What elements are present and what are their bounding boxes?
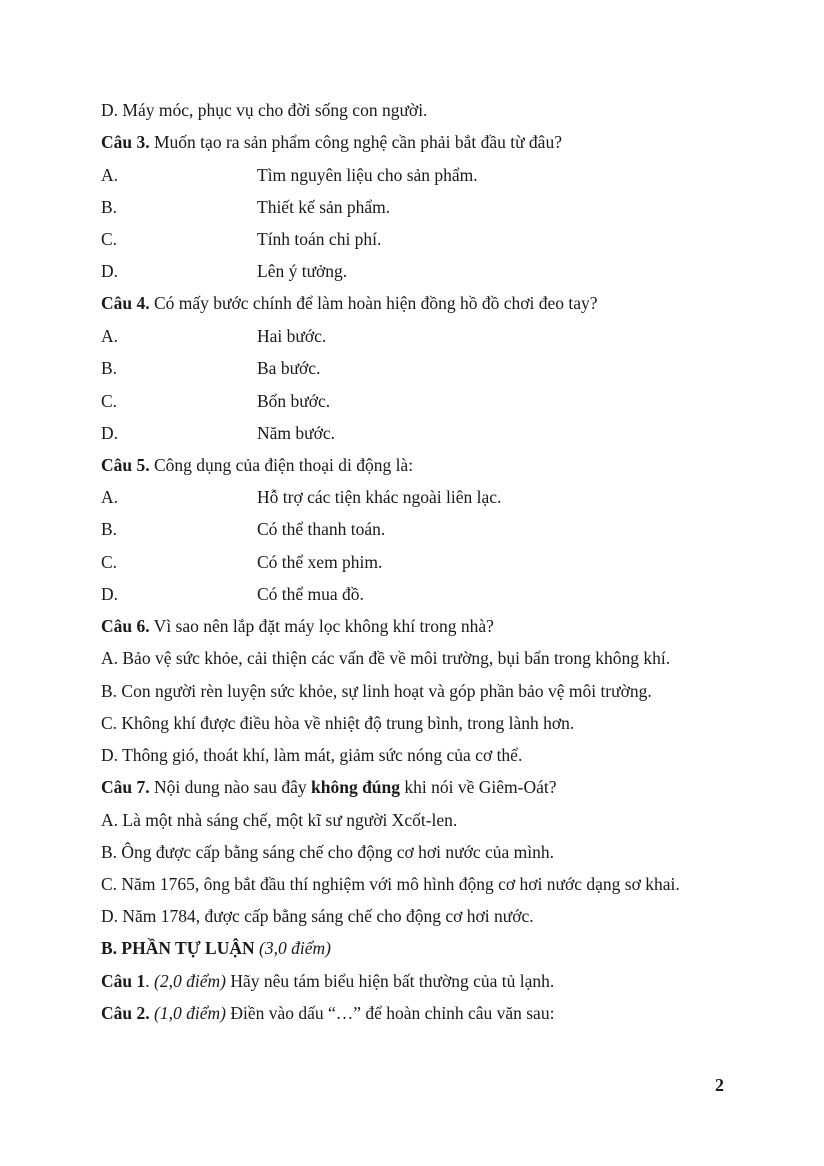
essay-question-2-points: (1,0 điểm) [154, 1003, 226, 1023]
q6-option-a: A. Bảo vệ sức khỏe, cải thiện các vấn đề về môi trường, bụi bẩn trong không khí. [101, 648, 671, 668]
q6-option-d: D. Thông gió, thoát khí, làm mát, giảm sức nóng của cơ thể. [101, 745, 523, 765]
essay-question-1-label: Câu 1 [101, 971, 146, 991]
essay-question-1-text: Hãy nêu tám biểu hiện bất thường của tủ lạnh. [225, 971, 555, 991]
question-7-emphasis: không đúng [311, 777, 401, 797]
section-b-title: B. PHẦN TỰ LUẬN [101, 938, 255, 958]
question-7-text-after: khi nói về Giêm-Oát? [400, 777, 557, 797]
question-3-text: Muốn tạo ra sản phẩm công nghệ cần phải bắt đầu từ đâu? [149, 132, 562, 152]
question-6-label: Câu 6. [101, 616, 150, 636]
essay-question-1 [101, 970, 554, 992]
q5-option-a-letter: A. [101, 487, 119, 507]
q6-option-b: B. Con người rèn luyện sức khỏe, sự linh hoạt và góp phần bảo vệ môi trường. [101, 681, 652, 701]
essay-question-1-sep: . [145, 971, 154, 991]
question-7-label: Câu 7. [101, 777, 150, 797]
essay-question-2 [101, 1002, 554, 1024]
q5-option-d-letter: D. [101, 584, 119, 604]
section-b-heading [101, 937, 331, 959]
q3-option-b-text: Thiết kế sản phẩm. [257, 197, 391, 217]
q3-option-d-text: Lên ý tưởng. [257, 261, 348, 281]
question-4-text: Có mấy bước chính để làm hoàn hiện đồng hồ đồ chơi đeo tay? [149, 293, 598, 313]
q4-option-c-text: Bốn bước. [257, 391, 331, 411]
q3-option-a-letter: A. [101, 165, 119, 185]
q3-option-a-text: Tìm nguyên liệu cho sản phẩm. [257, 165, 478, 185]
question-7 [101, 776, 557, 798]
q7-option-b: B. Ông được cấp bằng sáng chế cho động cơ hơi nước của mình. [101, 842, 555, 862]
q4-option-b-letter: B. [101, 358, 118, 378]
prev-question-option-d: D. Máy móc, phục vụ cho đời sống con người. [101, 100, 428, 120]
q3-option-c-text: Tính toán chi phí. [257, 229, 382, 249]
q7-option-c: C. Năm 1765, ông bắt đầu thí nghiệm với mô hình động cơ hơi nước dạng sơ khai. [101, 874, 680, 894]
q5-option-c-text: Có thể xem phim. [257, 552, 383, 572]
q6-option-c: C. Không khí được điều hòa về nhiệt độ trung bình, trong lành hơn. [101, 713, 575, 733]
q4-option-c-letter: C. [101, 391, 118, 411]
q4-option-d-letter: D. [101, 423, 119, 443]
question-4-label: Câu 4. [101, 293, 150, 313]
essay-question-2-label: Câu 2. [101, 1003, 150, 1023]
q5-option-b-letter: B. [101, 519, 118, 539]
page-number: 2 [715, 1075, 724, 1095]
section-b-points: (3,0 điểm) [254, 938, 331, 958]
question-3-label: Câu 3. [101, 132, 150, 152]
q4-option-d-text: Năm bước. [257, 423, 336, 443]
essay-question-2-text: Điền vào dấu “…” để hoàn chỉnh câu văn sau: [225, 1003, 555, 1023]
question-5-text: Công dụng của điện thoại di động là: [149, 455, 414, 475]
question-6-text: Vì sao nên lắp đặt máy lọc không khí trong nhà? [149, 616, 494, 636]
q5-option-a-text: Hỗ trợ các tiện khác ngoài liên lạc. [257, 487, 502, 507]
question-6 [101, 615, 494, 637]
q7-option-a: A. Là một nhà sáng chế, một kĩ sư người Xcốt-len. [101, 810, 458, 830]
q5-option-d-text: Có thể mua đồ. [257, 584, 364, 604]
question-3 [101, 131, 562, 153]
q4-option-b-text: Ba bước. [257, 358, 321, 378]
q3-option-c-letter: C. [101, 229, 118, 249]
question-5 [101, 454, 413, 476]
q5-option-c-letter: C. [101, 552, 118, 572]
q3-option-b-letter: B. [101, 197, 118, 217]
q4-option-a-text: Hai bước. [257, 326, 327, 346]
q7-option-d: D. Năm 1784, được cấp bằng sáng chế cho động cơ hơi nước. [101, 906, 534, 926]
question-4 [101, 292, 598, 314]
q4-option-a-letter: A. [101, 326, 119, 346]
q3-option-d-letter: D. [101, 261, 119, 281]
essay-question-1-points: (2,0 điểm) [154, 971, 226, 991]
question-7-text-before: Nội dung nào sau đây [149, 777, 311, 797]
q5-option-b-text: Có thể thanh toán. [257, 519, 386, 539]
question-5-label: Câu 5. [101, 455, 150, 475]
